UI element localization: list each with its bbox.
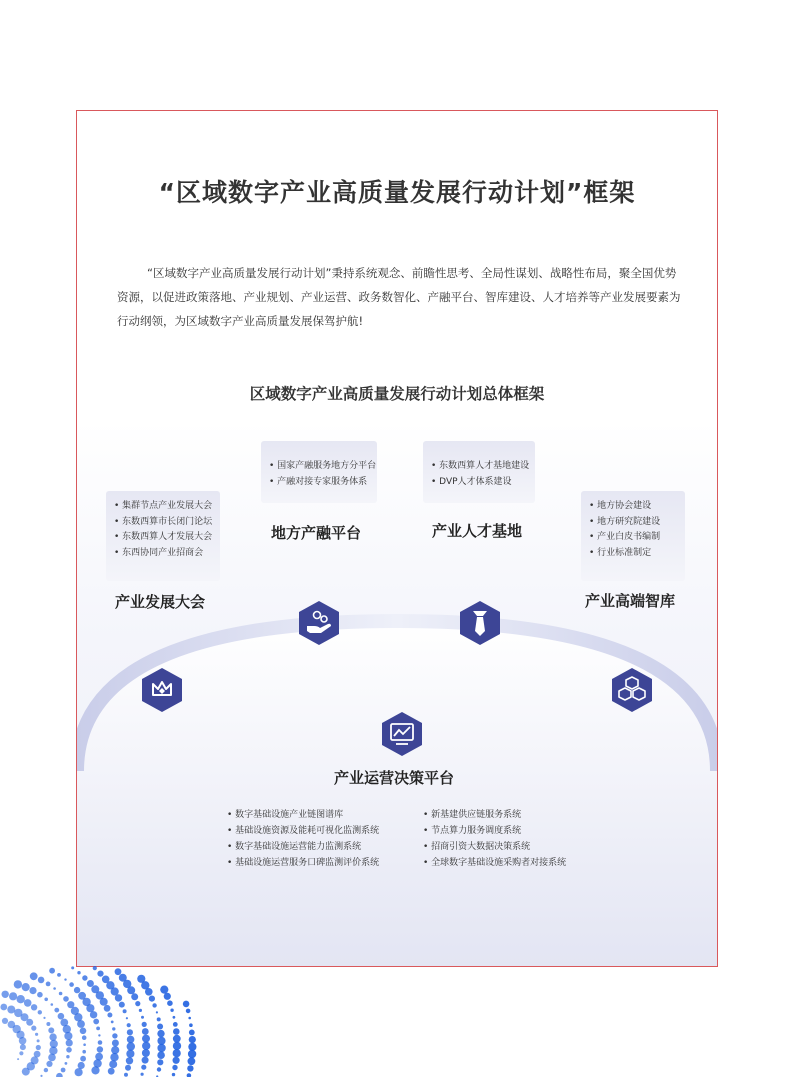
decorative-dot-pattern: [0, 815, 200, 1077]
list-item: • 基础设施资源及能耗可视化监测系统: [227, 823, 379, 839]
page-title: “区域数字产业高质量发展行动计划”框架: [158, 178, 636, 207]
list-item: • 集群节点产业发展大会: [114, 499, 214, 515]
list-item: • 东数西算人才发展大会: [114, 530, 214, 546]
list-item: • DVP人才体系建设: [431, 475, 529, 491]
hand-coins-icon: [297, 600, 341, 646]
industry-conference-label: 产业发展大会: [115, 593, 206, 611]
finance-platform-label: 地方产融平台: [271, 524, 362, 542]
list-item: • 地方研究院建设: [589, 515, 679, 531]
intro-paragraph: “区域数字产业高质量发展行动计划”秉持系统观念、前瞻性思考、全局性谋划、战略性布局，聚全国优势资源，以促进政策落地、产业规划、产业运营、政务数智化、产融平台、智库建设、人才培养等产业发展要素为行动纲领，为区域数字产业高质量发展保驾护航!: [117, 266, 681, 328]
list-item: • 节点算力服务调度系统: [423, 823, 566, 839]
framework-subtitle: 区域数字产业高质量发展行动计划总体框架: [249, 385, 545, 403]
list-item: • 新基建供应链服务系统: [423, 807, 566, 823]
operation-platform-label: 产业运营决策平台: [334, 769, 455, 787]
monitor-chart-icon: [380, 711, 424, 757]
industry-conference-box: [106, 491, 220, 581]
list-item: • 产融对接专家服务体系: [269, 475, 371, 491]
list-item: • 数字基础设施产业链图谱库: [227, 807, 379, 823]
list-item: • 数字基础设施运营能力监测系统: [227, 839, 379, 855]
operation-list-left: [227, 807, 379, 871]
list-item: • 招商引资大数据决策系统: [423, 839, 566, 855]
list-item: • 东数西算人才基地建设: [431, 459, 529, 475]
list-item: • 东西协同产业招商会: [114, 546, 214, 562]
list-item: • 国家产融服务地方分平台: [269, 459, 371, 475]
crown-icon: [140, 667, 184, 713]
list-item: • 全球数字基础设施采购者对接系统: [423, 855, 566, 871]
operation-list-right: [423, 807, 566, 871]
think-tank-label: 产业高端智库: [585, 592, 676, 610]
list-item: • 基础设施运营服务口碑监测评价系统: [227, 855, 379, 871]
talent-base-box: [423, 441, 535, 503]
list-item: • 东数西算市长闭门论坛: [114, 515, 214, 531]
cubes-icon: [610, 667, 654, 713]
tie-icon: [458, 600, 502, 646]
think-tank-box: [581, 491, 685, 581]
list-item: • 地方协会建设: [589, 499, 679, 515]
talent-base-label: 产业人才基地: [432, 522, 523, 540]
list-item: • 行业标准制定: [589, 546, 679, 562]
finance-platform-box: [261, 441, 377, 503]
list-item: • 产业白皮书编制: [589, 530, 679, 546]
